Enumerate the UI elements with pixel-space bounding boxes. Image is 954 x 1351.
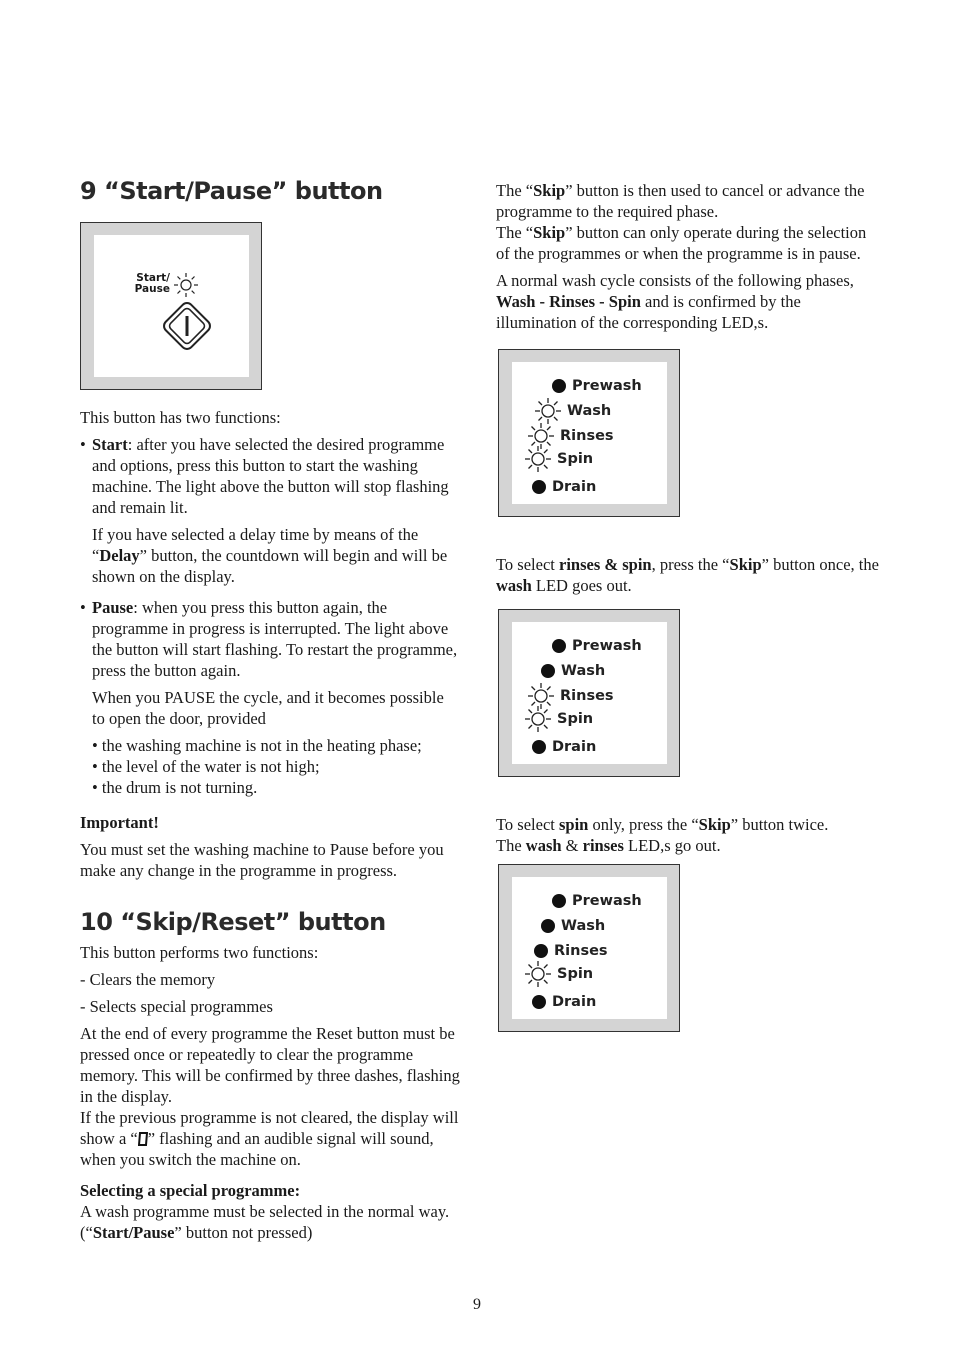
led-label: Wash (561, 918, 606, 934)
label-start: Start/ (136, 272, 170, 284)
t: A normal wash cycle consists of the following phases, (496, 271, 854, 290)
led-label: Drain (552, 739, 597, 755)
led-row-prewash (550, 889, 642, 913)
t: , press the “ (651, 555, 730, 574)
led-label: Spin (557, 966, 594, 982)
led-row-prewash (550, 374, 642, 398)
condition-item: • the level of the water is not high; (92, 757, 320, 776)
led-row-prewash (550, 634, 642, 658)
led-row-spin (523, 707, 593, 731)
led-label: Drain (552, 994, 597, 1010)
not-cleared-post: ” flashing and an audible signal will sound, when you switch the machine on. (80, 1129, 434, 1169)
section-10-heading: 10 “Skip/Reset” button (80, 908, 386, 936)
led-label: Spin (557, 711, 594, 727)
led-off-icon (539, 914, 557, 938)
delay-post: ” button, the countdown will begin and will be shown on the display. (92, 546, 448, 586)
pause-bullet (80, 597, 460, 681)
door-conditions-list (80, 735, 460, 798)
delay-term: Delay (99, 546, 140, 565)
led-label: Spin (557, 451, 594, 467)
phases-term: Wash - Rinses - Spin (496, 292, 641, 311)
pause-term: Pause (92, 598, 134, 617)
reset-paragraph: At the end of every programme the Reset button must be pressed once or repeatedly to clear the programme memory. This will be confirmed by three dashes, flashing in the display. (80, 1024, 460, 1106)
led-panel-normal-cycle (498, 349, 680, 517)
page-number: 9 (473, 1296, 481, 1313)
rinses-spin-paragraph (496, 554, 881, 596)
note-term: Start/Pause (92, 1223, 175, 1242)
t: ” button twice. (730, 815, 829, 834)
label-pause: Pause (134, 283, 170, 295)
led-row-drain (530, 475, 596, 499)
t: ” button once, the (761, 555, 879, 574)
t: LED goes out. (531, 576, 632, 595)
led-lit-icon (533, 399, 563, 423)
t: To select (496, 815, 559, 834)
led-label: Rinses (560, 428, 614, 444)
led-label: Prewash (572, 378, 642, 394)
t: spin (559, 815, 589, 834)
sun-led-icon (173, 272, 199, 298)
skip-term: Skip (533, 223, 566, 242)
t: The “ (496, 181, 534, 200)
t: The “ (496, 223, 534, 242)
led-label: Wash (561, 663, 606, 679)
not-cleared-pre: If the previous programme is not cleared, the display will show a “ (80, 1108, 459, 1148)
t: only, press the “ (588, 815, 699, 834)
note-pre: (“ (80, 1223, 93, 1242)
section-9-intro: This button has two functions: (80, 408, 281, 427)
led-label: Prewash (572, 893, 642, 909)
led-label: Drain (552, 479, 597, 495)
pause-description: : when you press this button again, the programme in progress is interrupted. The light above the button will start flashing. To restart the programme, press the button again. (92, 598, 458, 680)
t: LED,s go out. (623, 836, 721, 855)
led-lit-icon (523, 962, 553, 986)
skip-term: Skip (698, 815, 731, 834)
condition-item: • the drum is not turning. (92, 778, 258, 797)
led-lit-icon (523, 707, 553, 731)
skip-term: Skip (729, 555, 762, 574)
led-label: Rinses (554, 943, 608, 959)
spin-only-paragraph (496, 814, 881, 856)
start-bullet (80, 434, 460, 518)
skip-term: Skip (533, 181, 566, 200)
wash-cycle-paragraph (496, 270, 881, 333)
led-off-icon (530, 475, 548, 499)
led-panel-spin-only (498, 864, 680, 1032)
led-off-icon (530, 990, 548, 1014)
important-heading: Important! (80, 813, 159, 832)
t: wash (525, 836, 562, 855)
led-row-drain (530, 990, 596, 1014)
start-pause-label (134, 273, 170, 295)
led-row-wash (539, 659, 605, 683)
delay-paragraph (80, 524, 460, 587)
t: wash (496, 576, 532, 595)
t: ” button is then used to cancel or advance the programme to the required phase. (496, 181, 865, 221)
function-item-special: - Selects special programmes (80, 997, 273, 1016)
start-pause-power-button-icon (159, 298, 215, 354)
t: The (496, 836, 526, 855)
led-off-icon (539, 659, 557, 683)
special-programme-heading: Selecting a special programme: (80, 1181, 301, 1200)
led-panel-rinses-spin (498, 609, 680, 777)
special-programme-note (80, 1222, 460, 1243)
t: and is confirmed by the illumination of the corresponding LED,s. (496, 292, 801, 332)
start-description: : after you have selected the desired programme and options, press this button to start the washing machine. The light above the button will stop flashing and remain lit. (92, 435, 449, 517)
section-10-intro: This button performs two functions: (80, 943, 319, 962)
skip-paragraph-1 (496, 180, 881, 222)
led-row-drain (530, 735, 596, 759)
function-item-clear: - Clears the memory (80, 970, 216, 989)
not-cleared-paragraph (80, 1107, 460, 1170)
condition-item: • the washing machine is not in the heating phase; (92, 736, 422, 755)
note-post: ” button not pressed) (174, 1223, 313, 1242)
t: ” button can only operate during the selection of the programmes or when the programme is in pause. (496, 223, 867, 263)
pause-note: When you PAUSE the cycle, and it becomes possible to open the door, provided (92, 688, 444, 728)
led-off-icon (550, 889, 568, 913)
led-row-spin (523, 962, 593, 986)
t: & (561, 836, 583, 855)
section-9-heading: 9 “Start/Pause” button (80, 177, 383, 205)
t: To select (496, 555, 559, 574)
led-row-wash (533, 399, 611, 423)
led-off-icon (550, 634, 568, 658)
start-term: Start (92, 435, 128, 454)
t: rinses & spin (559, 555, 652, 574)
special-programme-text: A wash programme must be selected in the normal way. (80, 1202, 450, 1221)
right-column (496, 180, 881, 333)
led-label: Prewash (572, 638, 642, 654)
bullet-dot: • (80, 598, 86, 617)
start-pause-panel-illustration (80, 222, 262, 390)
led-row-wash (539, 914, 605, 938)
led-lit-icon (523, 447, 553, 471)
led-row-spin (523, 447, 593, 471)
left-column (80, 174, 460, 1243)
led-label: Wash (567, 403, 612, 419)
led-off-icon (530, 735, 548, 759)
t: rinses (582, 836, 624, 855)
important-text: You must set the washing machine to Pause before you make any change in the programme in progress. (80, 840, 444, 880)
display-symbol-icon (138, 1132, 148, 1146)
delay-pre: If you have selected a delay time by means of the “ (92, 525, 419, 565)
led-label: Rinses (560, 688, 614, 704)
bullet-dot: • (80, 435, 86, 454)
led-off-icon (550, 374, 568, 398)
skip-paragraph-2 (496, 222, 881, 264)
